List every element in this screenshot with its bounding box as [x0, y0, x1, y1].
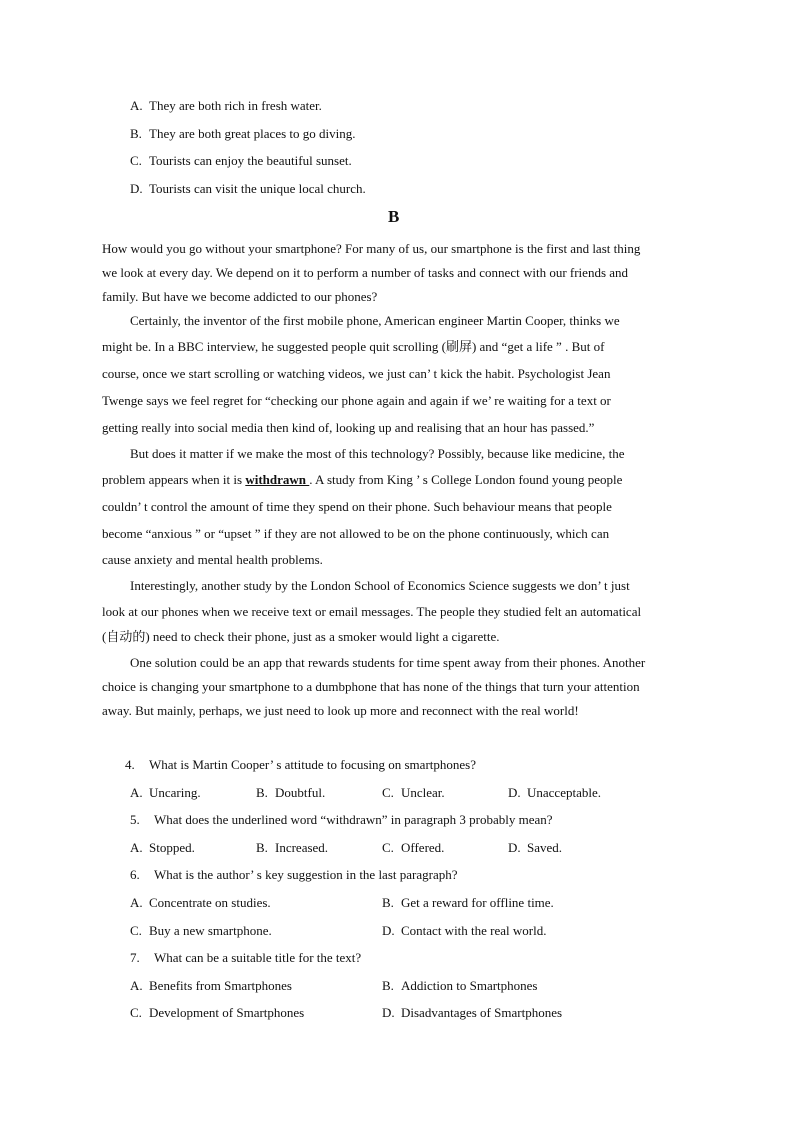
q6-option-b: B. Get a reward for offline time. [382, 895, 554, 910]
passage-p3-line-5: cause anxiety and mental health problems. [102, 552, 323, 567]
q5-option-a: A. Stopped. [130, 840, 195, 855]
passage-p1-line-3: family. But have we become addicted to our phones? [102, 289, 378, 304]
passage-p3-line-1: But does it matter if we make the most of this technology? Possibly, because like medicine, the [130, 446, 625, 461]
q7-option-c: C. Development of Smartphones [130, 1005, 305, 1020]
prev-option-a: A. They are both rich in fresh water. [130, 98, 322, 113]
passage-p1-line-1: How would you go without your smartphone? For many of us, our smartphone is the first and last thing [102, 241, 641, 256]
passage-p5-line-2: choice is changing your smartphone to a dumbphone that has none of the things that turn your attention [102, 679, 640, 694]
passage-p4-line-2: look at our phones when we receive text or email messages. The people they studied felt an automatical [102, 604, 642, 619]
passage-p1-line-2: we look at every day. We depend on it to perform a number of tasks and connect with our friends and [102, 265, 629, 280]
q4-option-c: C. Unclear. [382, 785, 445, 800]
passage-p2-line-5: getting really into social media then kind of, looking up and realising that an hour has passed.” [102, 420, 595, 435]
q4-option-a: A. Uncaring. [130, 785, 201, 800]
q4-option-b: B. Doubtful. [256, 785, 326, 800]
q6-option-c: C. Buy a new smartphone. [130, 923, 272, 938]
q4-option-d: D. Unacceptable. [508, 785, 601, 800]
passage-p3-line-3: couldn’ t control the amount of time they spend on their phone. Such behaviour means that people [102, 499, 612, 514]
question-5: 5. What does the underlined word “withdrawn” in paragraph 3 probably mean? [130, 812, 553, 827]
prev-option-d: D. Tourists can visit the unique local church. [130, 181, 366, 196]
q7-option-a: A. Benefits from Smartphones [130, 978, 292, 993]
q5-option-d: D. Saved. [508, 840, 563, 855]
passage-p2-line-3: course, once we start scrolling or watching videos, we just can’ t kick the habit. Psychologist Jean [102, 366, 611, 381]
q5-option-c: C. Offered. [382, 840, 445, 855]
prev-option-b: B. They are both great places to go diving. [130, 126, 356, 141]
q7-option-b: B. Addiction to Smartphones [382, 978, 538, 993]
section-title: B [388, 207, 400, 226]
q5-option-b: B. Increased. [256, 840, 329, 855]
passage-p2-line-2: might be. In a BBC interview, he suggested people quit scrolling (刷屏) and “get a life ” . But of [102, 339, 605, 354]
q6-option-a: A. Concentrate on studies. [130, 895, 271, 910]
underlined-word-withdrawn: withdrawn [245, 472, 310, 487]
passage-p3-line-2: problem appears when it is withdrawn . A study from King ’ s College London found young people [102, 472, 623, 487]
q7-option-d: D. Disadvantages of Smartphones [382, 1005, 563, 1020]
question-4: 4. What is Martin Cooper’ s attitude to focusing on smartphones? [125, 757, 476, 772]
question-6: 6. What is the author’ s key suggestion in the last paragraph? [130, 867, 458, 882]
passage-p3-line-4: become “anxious ” or “upset ” if they are not allowed to be on the phone continuously, which can [102, 526, 610, 541]
question-7: 7. What can be a suitable title for the text? [130, 950, 362, 965]
q6-option-d: D. Contact with the real world. [382, 923, 547, 938]
passage-p4-line-3: (自动的) need to check their phone, just as a smoker would light a cigarette. [102, 629, 500, 644]
passage-p2-line-4: Twenge says we feel regret for “checking our phone again and again if we’ re waiting for a text or [102, 393, 611, 408]
passage-p5-line-1: One solution could be an app that rewards students for time spent away from their phones. Another [130, 655, 646, 670]
passage-p4-line-1: Interestingly, another study by the London School of Economics Science suggests we don’ t just [130, 578, 630, 593]
passage-p5-line-3: away. But mainly, perhaps, we just need to look up more and reconnect with the real world! [102, 703, 579, 718]
passage-p2-line-1: Certainly, the inventor of the first mobile phone, American engineer Martin Cooper, thinks we [130, 313, 620, 328]
prev-option-c: C. Tourists can enjoy the beautiful sunset. [130, 153, 352, 168]
